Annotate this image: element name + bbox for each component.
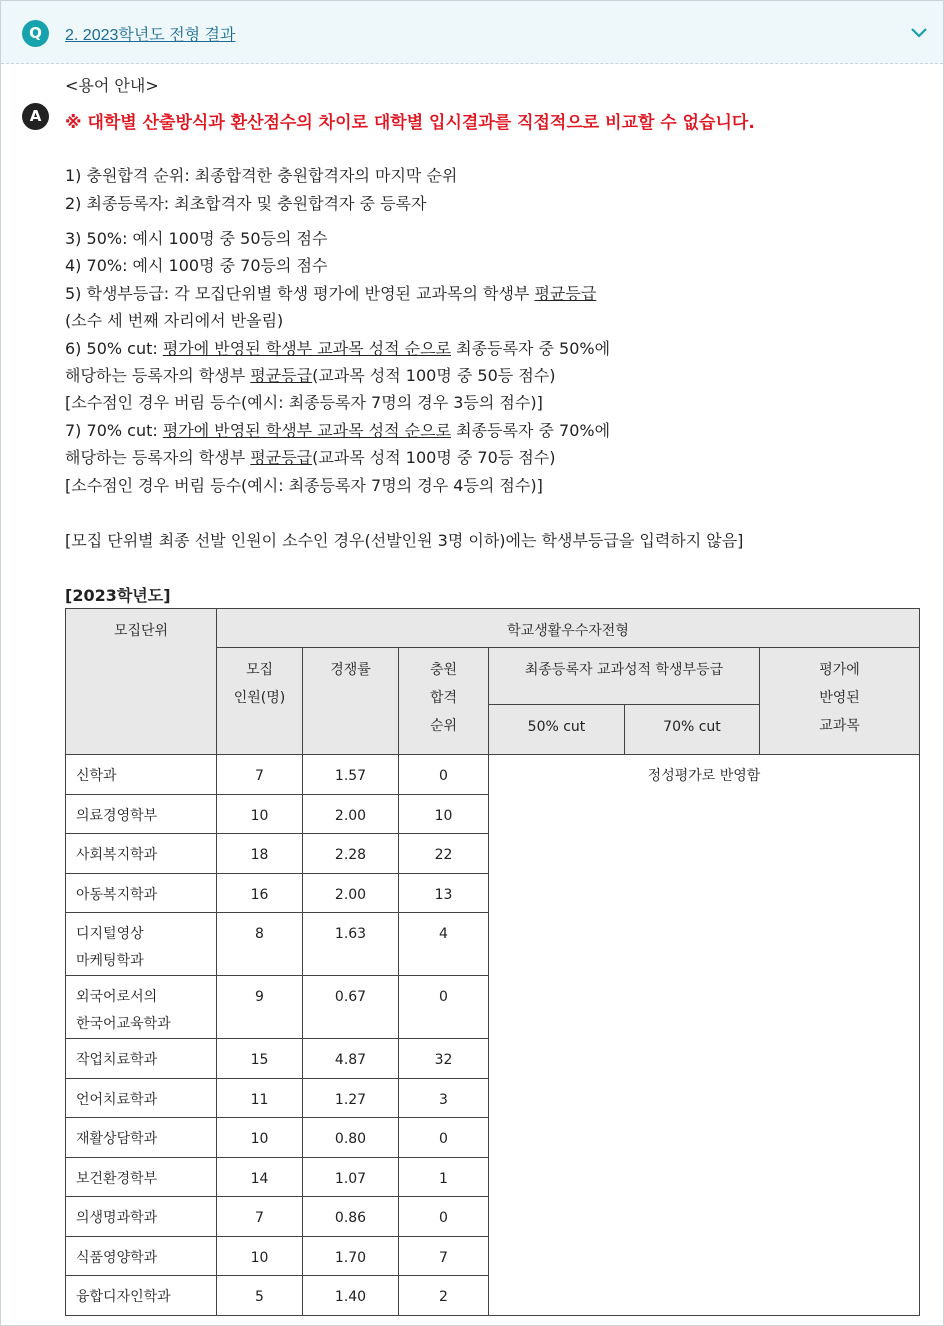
quota-cell: 10: [217, 1118, 303, 1158]
unit-name-cell: [66, 834, 217, 874]
unit-name-cell: [66, 913, 217, 976]
header-50cut: 50% cut: [489, 705, 625, 755]
term-line-6-c: 최종등록자 중 50%에: [451, 339, 611, 358]
selection-note: [모집 단위별 최종 선발 인원이 소수인 경우(선발인원 3명 이하)에는 학생부등급을 입력하지 않음]: [65, 531, 744, 550]
term-line-5-text: 5) 학생부등급: 각 모집단위별 학생 평가에 반영된 교과목의 학생부: [65, 284, 535, 303]
term-line-5-note: (소수 세 번째 자리에서 반올림): [65, 311, 284, 330]
header-rate: 경쟁률: [303, 648, 399, 755]
unit-name-line: 식품영양학과: [76, 1250, 158, 1266]
unit-name-line: 외국어로서의: [76, 989, 158, 1005]
rank-cell: 0: [399, 755, 489, 795]
unit-name-cell: [66, 1118, 217, 1158]
merged-note-cell: 정성평가로 반영함: [489, 755, 920, 1316]
rank-cell: 22: [399, 834, 489, 874]
table-row: [66, 755, 920, 795]
rank-cell: 10: [399, 795, 489, 834]
unit-name-line: 의료경영학부: [76, 808, 158, 824]
rate-cell: 1.27: [303, 1079, 399, 1118]
unit-name-line: 보건환경학부: [76, 1171, 158, 1187]
rate-cell: 0.86: [303, 1197, 399, 1237]
term-line-7-c: 최종등록자 중 70%에: [451, 421, 611, 440]
term-line-7-underlined: 평가에 반영된 학생부 교과목 성적 순으로: [162, 421, 452, 440]
header-subject-2: 반영된: [819, 690, 860, 706]
quota-cell: 8: [217, 913, 303, 976]
term-line-2: 2) 최종등록자: 최초합격자 및 충원합격자 중 등록자: [65, 194, 427, 213]
header-rank-1: 충원: [429, 662, 458, 678]
header-unit: 모집단위: [66, 609, 217, 755]
rate-cell: 1.70: [303, 1237, 399, 1276]
section-title: [2023학년도]: [65, 586, 171, 605]
rank-cell: 0: [399, 1118, 489, 1158]
quota-cell: 5: [217, 1276, 303, 1316]
terms-intro: <용어 안내>: [65, 76, 159, 95]
term-line-6-underlined: 평가에 반영된 학생부 교과목 성적 순으로: [162, 339, 452, 358]
header-quota: [217, 648, 303, 755]
quota-cell: 7: [217, 755, 303, 795]
unit-name-cell: [66, 1197, 217, 1237]
header-rank-3: 순위: [429, 718, 458, 734]
quota-cell: 16: [217, 874, 303, 913]
header-quota-2: 인원(명): [233, 690, 286, 706]
unit-name-line: 아동복지학과: [76, 887, 158, 903]
rank-cell: 3: [399, 1079, 489, 1118]
term-line-7-d: 해당하는 등록자의 학생부: [65, 448, 251, 467]
term-line-7-a: 7) 70% cut:: [65, 421, 163, 440]
rank-cell: 1: [399, 1158, 489, 1197]
term-line-3: 3) 50%: 예시 100명 중 50등의 점수: [65, 229, 328, 248]
header-70cut: 70% cut: [625, 705, 760, 755]
term-line-5: [65, 281, 596, 304]
term-line-6-underlined-2: 평균등급: [250, 366, 313, 385]
unit-name-cell: [66, 1039, 217, 1079]
term-line-6-cont: [65, 363, 555, 386]
term-line-7-underlined-2: 평균등급: [250, 448, 313, 467]
quota-cell: 7: [217, 1197, 303, 1237]
header-subject: [760, 648, 920, 755]
term-line-6-a: 6) 50% cut:: [65, 339, 163, 358]
quota-cell: 15: [217, 1039, 303, 1079]
term-line-6: [65, 336, 610, 359]
unit-name-line: 신학과: [76, 768, 117, 784]
rank-cell: 32: [399, 1039, 489, 1079]
question-badge: Q: [22, 20, 49, 47]
header-rank: [399, 648, 489, 755]
chevron-down-icon[interactable]: [909, 23, 929, 43]
rate-cell: 0.80: [303, 1118, 399, 1158]
rate-cell: 2.00: [303, 874, 399, 913]
warning-text: ※ 대학별 산출방식과 환산점수의 차이로 대학별 입시결과를 직접적으로 비교할 수 없습니다.: [65, 113, 755, 133]
header-rank-2: 합격: [429, 690, 458, 706]
term-line-7-f: (교과목 성적 100명 중 70등 점수): [312, 448, 556, 467]
header-subject-1: 평가에: [819, 662, 860, 678]
question-header[interactable]: [1, 1, 943, 64]
quota-cell: 11: [217, 1079, 303, 1118]
rate-cell: 1.63: [303, 913, 399, 976]
header-track: 학교생활우수자전형: [217, 609, 920, 648]
unit-name-line: 의생명과학과: [76, 1210, 158, 1226]
rank-cell: 13: [399, 874, 489, 913]
rank-cell: 4: [399, 913, 489, 976]
rank-cell: 0: [399, 1197, 489, 1237]
unit-name-cell: [66, 755, 217, 795]
unit-name-cell: [66, 1158, 217, 1197]
quota-cell: 10: [217, 1237, 303, 1276]
rate-cell: 1.57: [303, 755, 399, 795]
term-line-7-note: [소수점인 경우 버림 등수(예시: 최종등록자 7명의 경우 4등의 점수)]: [65, 476, 543, 495]
rate-cell: 0.67: [303, 976, 399, 1039]
rate-cell: 1.07: [303, 1158, 399, 1197]
term-line-1: 1) 충원합격 순위: 최종합격한 충원합격자의 마지막 순위: [65, 166, 458, 185]
results-table: [65, 608, 920, 1316]
unit-name-line: 언어치료학과: [76, 1092, 158, 1108]
unit-name-cell: [66, 1237, 217, 1276]
unit-name-cell: [66, 1079, 217, 1118]
unit-name-line: 한국어교육학과: [76, 1016, 171, 1032]
rate-cell: 4.87: [303, 1039, 399, 1079]
unit-name-line: 마케팅학과: [76, 953, 144, 969]
rank-cell: 0: [399, 976, 489, 1039]
term-line-6-d: 해당하는 등록자의 학생부: [65, 366, 251, 385]
rank-cell: 7: [399, 1237, 489, 1276]
unit-name-line: 융합디자인학과: [76, 1289, 171, 1305]
quota-cell: 10: [217, 795, 303, 834]
quota-cell: 18: [217, 834, 303, 874]
unit-name-line: 사회복지학과: [76, 847, 158, 863]
rank-cell: 2: [399, 1276, 489, 1316]
unit-name-line: 재활상담학과: [76, 1131, 158, 1147]
rate-cell: 2.28: [303, 834, 399, 874]
term-line-6-note: [소수점인 경우 버림 등수(예시: 최종등록자 7명의 경우 3등의 점수)]: [65, 393, 543, 412]
unit-name-cell: [66, 976, 217, 1039]
header-subject-3: 교과목: [819, 718, 860, 734]
term-line-5-underlined: 평균등급: [534, 284, 597, 303]
unit-name-cell: [66, 795, 217, 834]
term-line-7: [65, 418, 610, 441]
quota-cell: 9: [217, 976, 303, 1039]
unit-name-cell: [66, 874, 217, 913]
unit-name-line: 작업치료학과: [76, 1052, 158, 1068]
quota-cell: 14: [217, 1158, 303, 1197]
question-title[interactable]: 2. 2023학년도 전형 결과: [65, 27, 236, 44]
term-line-4: 4) 70%: 예시 100명 중 70등의 점수: [65, 256, 328, 275]
unit-name-cell: [66, 1276, 217, 1316]
answer-badge: A: [22, 103, 49, 130]
header-grade: 최종등록자 교과성적 학생부등급: [489, 648, 760, 705]
header-quota-1: 모집: [245, 662, 274, 678]
term-line-6-f: (교과목 성적 100명 중 50등 점수): [312, 366, 556, 385]
rate-cell: 1.40: [303, 1276, 399, 1316]
unit-name-line: 디지털영상: [76, 926, 144, 942]
term-line-7-cont: [65, 445, 555, 468]
rate-cell: 2.00: [303, 795, 399, 834]
